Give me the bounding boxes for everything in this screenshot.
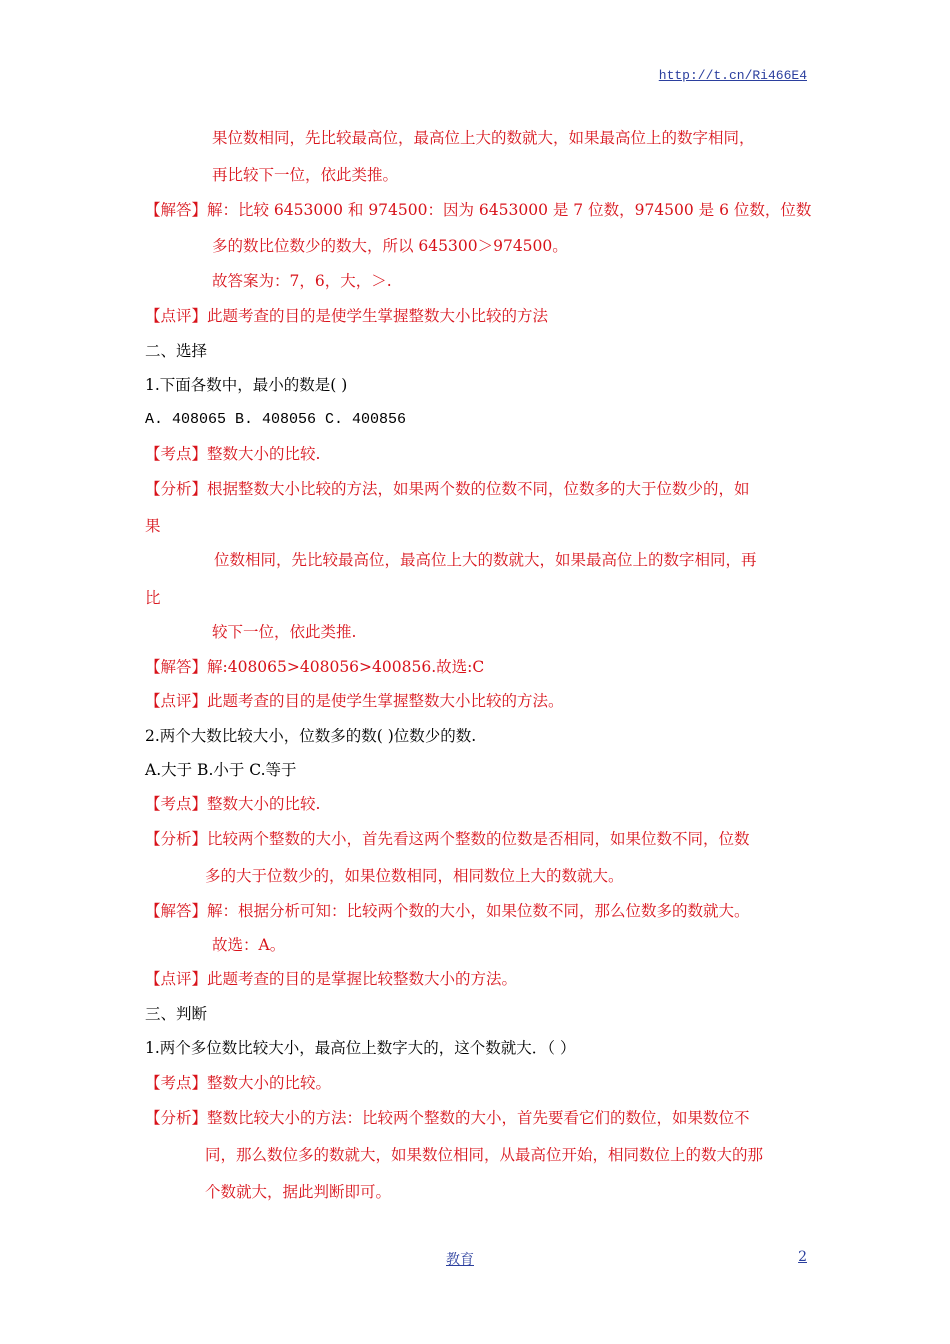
keypoint-line: 【考点】整数大小的比较.: [145, 795, 321, 813]
text-line: 多的数比位数少的数大，所以 645300＞974500。: [212, 237, 568, 255]
text-line: 果位数相同，先比较最高位，最高位上大的数就大，如果最高位上的数字相同，: [212, 129, 755, 147]
text-line: 多的大于位数少的，如果位数相同，相同数位上大的数就大。: [205, 867, 624, 885]
text-line: 同，那么数位多的数就大，如果数位相同，从最高位开始，相同数位上的数大的那: [205, 1146, 764, 1164]
header-url-link[interactable]: http://t.cn/Ri466E4: [658, 68, 807, 83]
comment-line: 【点评】此题考查的目的是使学生掌握整数大小比较的方法。: [145, 692, 564, 710]
comment-line: 【点评】此题考查的目的是掌握比较整数大小的方法。: [145, 970, 518, 988]
text-line: 比: [145, 589, 161, 607]
question-line: 1.下面各数中，最小的数是( ): [145, 376, 348, 394]
comment-line: 【点评】此题考查的目的是使学生掌握整数大小比较的方法: [145, 307, 549, 325]
options-line: A. 408065 B. 408056 C. 400856: [145, 411, 407, 428]
text-line: 果: [145, 517, 161, 535]
text-line: 个数就大，据此判断即可。: [205, 1183, 392, 1201]
section-heading: 二、选择: [145, 342, 208, 360]
text-line: 故选：A。: [212, 936, 286, 954]
answer-line: 【解答】解：根据分析可知：比较两个数的大小，如果位数不同，那么位数多的数就大。: [145, 902, 750, 920]
page-number: 2: [798, 1249, 807, 1265]
keypoint-line: 【考点】整数大小的比较。: [145, 1074, 332, 1092]
analysis-line: 【分析】根据整数大小比较的方法，如果两个数的位数不同，位数多的大于位数少的，如: [145, 480, 750, 498]
analysis-line: 【分析】整数比较大小的方法：比较两个整数的大小，首先要看它们的数位，如果数位不: [145, 1109, 750, 1127]
answer-line: 【解答】解：比较 6453000 和 974500：因为 6453000 是 7 位数，974500 是 6 位数，位数: [145, 201, 812, 219]
answer-line: 【解答】解:408065>408056>400856.故选:C: [145, 658, 485, 676]
text-line: 再比较下一位，依此类推。: [212, 166, 399, 184]
text-line: 较下一位，依此类推.: [212, 623, 357, 641]
footer-link[interactable]: 教育: [446, 1252, 474, 1268]
options-line: A.大于 B.小于 C.等于: [145, 761, 297, 779]
text-line: 故答案为：7，6，大，＞.: [212, 272, 392, 290]
question-line: 1.两个多位数比较大小，最高位上数字大的，这个数就大．（ ）: [145, 1039, 576, 1057]
section-heading: 三、判断: [145, 1005, 208, 1023]
text-line: 位数相同，先比较最高位，最高位上大的数就大，如果最高位上的数字相同，再: [214, 551, 757, 569]
keypoint-line: 【考点】整数大小的比较.: [145, 445, 321, 463]
analysis-line: 【分析】比较两个整数的大小，首先看这两个整数的位数是否相同，如果位数不同，位数: [145, 830, 750, 848]
question-line: 2.两个大数比较大小，位数多的数( )位数少的数.: [145, 727, 477, 745]
